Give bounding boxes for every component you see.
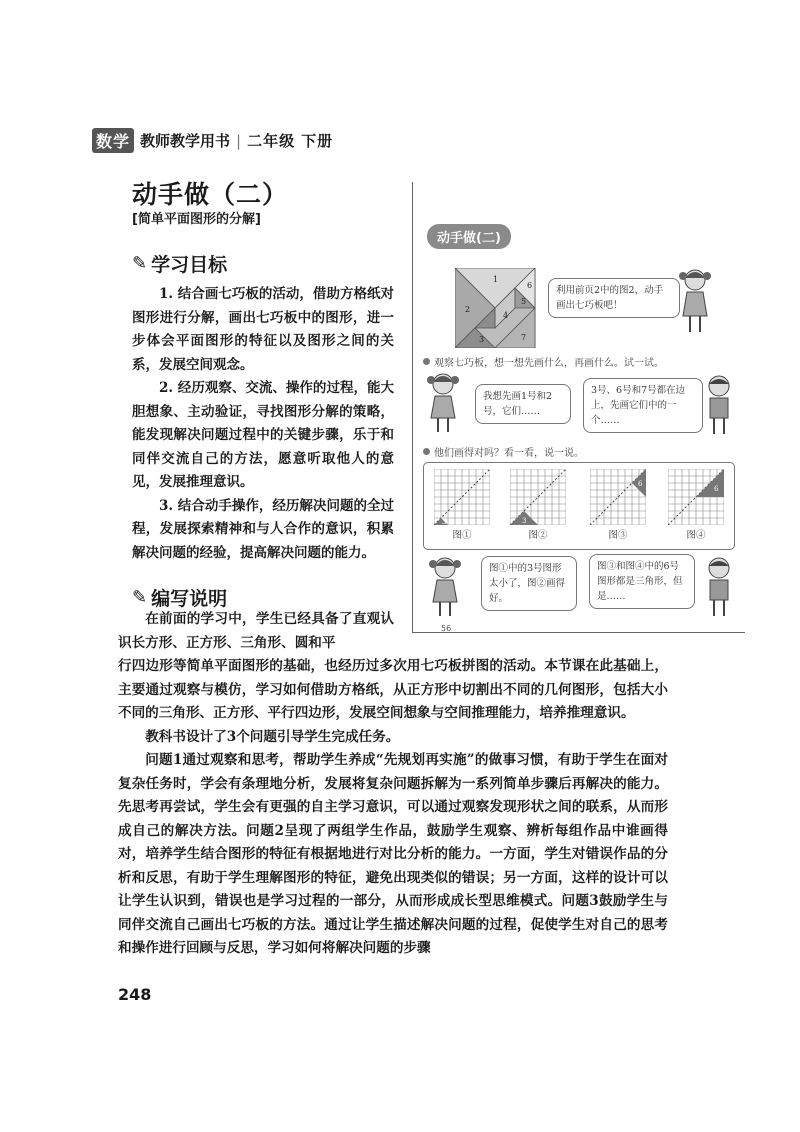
lesson-title: 动手做（二） (132, 180, 289, 209)
grid-figures-panel (423, 462, 735, 550)
figure-label: 图① (452, 530, 472, 541)
question-1 (423, 354, 664, 369)
writing-intro (118, 608, 394, 655)
bullet-icon (423, 358, 430, 365)
speech-bubble: 我想先画1号和2号，它们…… (475, 384, 571, 424)
bullet-icon (423, 448, 430, 455)
girl-character-icon (425, 554, 465, 620)
girl-character-icon (675, 266, 715, 336)
tangram-number: 3 (479, 335, 485, 344)
grid-mark: 6 (714, 485, 719, 493)
question-2 (423, 444, 584, 459)
book-name: 教师教学用书 (140, 132, 231, 150)
grid-figure-4 (668, 469, 724, 525)
tangram-number: 7 (521, 333, 527, 342)
pencil-icon: ✎ (132, 587, 148, 608)
figure-label: 图③ (608, 530, 628, 541)
writing-intro-text: 在前面的学习中，学生已经具备了直观认识长方形、正方形、三角形、圆和平 (118, 611, 394, 651)
writing-heading (132, 584, 227, 611)
figure-label: 图② (528, 530, 548, 541)
tangram-number: 2 (465, 305, 471, 314)
speech-bubble: 图①中的3号图形太小了，图②画得好。 (481, 556, 577, 611)
textbook-page-panel (412, 182, 745, 633)
grid-figure-3 (590, 469, 646, 525)
speech-bubble: 图③和图④中的6号图形都是三角形，但是…… (589, 554, 695, 609)
goals-list (132, 283, 394, 565)
tangram-number: 6 (527, 281, 533, 290)
grid-mark: 3 (442, 518, 447, 525)
tangram-figure (455, 268, 545, 348)
boy-character-icon (701, 554, 737, 620)
writing-heading-text: 编写说明 (151, 588, 228, 610)
writing-paragraph: 教科书设计了3个问题引导学生完成任务。 (145, 728, 400, 745)
speech-bubble: 3号、6号和7号都在边上，先画它们中的一个…… (583, 378, 703, 433)
goal-item: 3. 结合动手操作，经历解决问题的全过程，发展探索精神和与人合作的意识，积累解决问题的经验，提高解决问题的能力。 (132, 497, 394, 561)
grid-figure-1 (434, 469, 490, 525)
tangram-number: 4 (503, 311, 509, 320)
grade-label: 二年级 (247, 132, 296, 150)
goal-item: 2. 经历观察、交流、操作的过程，能大胆想象、主动验证，寻找图形分解的策略，能发现解决问题过程中的关键步骤，乐于和同伴交流自己的方法，愿意听取他人的意见，发展推理意识。 (132, 380, 394, 490)
grid-mark: 3 (522, 517, 527, 525)
speech-bubble: 利用前页2中的图2，动手画出七巧板吧！ (548, 278, 680, 318)
question-2-text: 他们画得对吗？看一看，说一说。 (434, 448, 584, 459)
question-1-text: 观察七巧板，想一想先画什么，再画什么。试一试。 (434, 358, 664, 369)
textbook-tag: 动手做(二) (427, 224, 511, 249)
writing-paragraph: 问题1通过观察和思考，帮助学生养成“先规划再实施”的做事习惯，有助于学生在面对复杂任务时，学会有条理地分析，发展将复杂问题拆解为一系列简单步骤后再解决的能力。先思考再尝试，学生会有更强的自主学习意识，可以通过观察发现形状之间的联系，从而形成自己的解决方法。问题2呈现了两组学生作品，鼓励学生观察、辨析每组作品中谁画得对，培养学生结合图形的特征有根据地进行对比分析的能力。一方面，学生对错误作品的分析和反思，有助于学生理解图形的特征，避免出现类似的错误；另一方面，这样的设计可以让学生认识到，错误也是学习过程的一部分，从而形成成长型思维模式。问题3鼓励学生与同伴交流自己画出七巧板的方法。通过让学生描述解决问题的过程，促使学生对自己的思考和操作进行回顾与反思，学习如何将解决问题的步骤 (118, 752, 668, 956)
goals-heading (132, 250, 227, 277)
page-number: 248 (118, 985, 152, 1004)
girl-character-icon (423, 370, 463, 436)
pencil-icon: ✎ (132, 253, 148, 274)
lesson-subtitle: [简单平面图形的分解] (132, 212, 261, 227)
figure-label: 图④ (686, 530, 706, 541)
writing-paragraph: 行四边形等简单平面图形的基础，也经历过多次用七巧板拼图的活动。本节课在此基础上，主要通过观察与模仿，学习如何借助方格纸，从正方形中切割出不同的几何图形，包括大小不同的三角形、正方形、平行四边形，发展空间想象与空间推理能力，培养推理意识。 (118, 658, 668, 721)
goals-heading-text: 学习目标 (151, 254, 228, 276)
goal-item: 1. 结合画七巧板的活动，借助方格纸对图形进行分解，画出七巧板中的图形，进一步体会平面图形的特征以及图形之间的关系，发展空间观念。 (132, 286, 394, 373)
grid-mark: 6 (638, 480, 643, 488)
volume-label: 下册 (301, 132, 334, 150)
tangram-number: 5 (521, 297, 527, 306)
writing-body (118, 655, 668, 961)
textbook-page-number: 56 (441, 624, 452, 633)
subject-logo: 数学 (92, 128, 134, 153)
boy-character-icon (701, 372, 737, 438)
header-separator: | (236, 131, 242, 150)
book-header (92, 128, 333, 153)
tangram-number: 1 (493, 275, 499, 284)
grid-figure-2 (510, 469, 566, 525)
